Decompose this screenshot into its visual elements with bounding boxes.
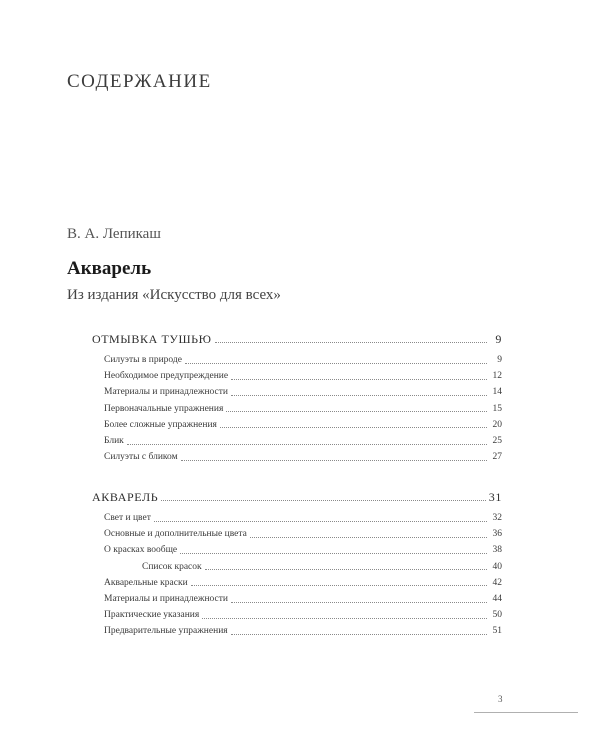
dot-leader (181, 460, 487, 461)
toc-entry-title: Первоначальные упражнения (104, 403, 224, 414)
toc-entry-title: Материалы и принадлежности (104, 593, 228, 604)
dot-leader (191, 585, 487, 586)
toc-entry-title: Необходимое предупреждение (104, 371, 229, 382)
toc-entry[interactable] (92, 607, 502, 623)
dot-leader (231, 379, 487, 380)
toc-entry[interactable] (92, 368, 502, 384)
toc-section (92, 331, 502, 465)
toc-entry-title: Силуэты с бликом (104, 452, 178, 463)
toc-entry[interactable] (92, 591, 502, 607)
toc-section-heading[interactable] (92, 489, 502, 506)
dot-leader (231, 634, 487, 635)
toc-page-number: 27 (492, 452, 502, 463)
toc-section (92, 489, 502, 640)
toc-entry-title: Свет и цвет (104, 513, 151, 523)
toc-page-number: 9 (495, 332, 502, 346)
toc-entry-title: Более сложные упражнения (104, 419, 217, 430)
footer-rule (474, 712, 578, 713)
toc-page-number: 32 (492, 513, 502, 523)
page-number: 3 (498, 694, 503, 704)
toc-entry[interactable] (92, 575, 502, 591)
toc-page-number: 14 (492, 387, 502, 398)
toc-page-number: 15 (492, 403, 502, 414)
toc-entry[interactable] (92, 401, 502, 417)
page-heading: СОДЕРЖАНИЕ (67, 71, 212, 92)
toc-entry-title: О красках вообще (104, 545, 178, 556)
dot-leader (231, 395, 487, 396)
toc-page-number: 42 (492, 577, 502, 588)
toc-entry-title: Силуэты в природе (104, 355, 182, 365)
toc-entry[interactable] (92, 433, 502, 449)
dot-leader (250, 537, 487, 538)
dot-leader (215, 342, 487, 343)
dot-leader (220, 427, 487, 428)
toc-entry-title: Материалы и принадлежности (104, 387, 228, 398)
dot-leader (127, 444, 487, 445)
toc-entry-title: Предварительные упражнения (104, 626, 228, 637)
author-name: В. А. Лепикаш (67, 226, 161, 242)
toc-entry[interactable] (92, 542, 502, 558)
toc-entry[interactable] (92, 623, 502, 639)
book-source: Из издания «Искусство для всех» (67, 287, 281, 303)
toc-page-number: 9 (497, 355, 502, 365)
dot-leader (180, 553, 487, 554)
dot-leader (161, 500, 486, 501)
dot-leader (231, 602, 487, 603)
toc-page-number: 25 (492, 435, 502, 446)
toc-page-number: 38 (492, 545, 502, 556)
toc-page-number: 44 (492, 593, 502, 604)
toc-subentry[interactable] (92, 559, 502, 575)
toc-page-number: 51 (492, 626, 502, 637)
toc-section-heading[interactable] (92, 331, 502, 348)
toc-page-number: 31 (488, 490, 502, 504)
toc-section-title: ОТМЫВКА ТУШЬЮ (92, 332, 212, 346)
toc-entry[interactable] (92, 449, 502, 465)
dot-leader (205, 569, 487, 570)
dot-leader (226, 411, 487, 412)
toc-entry-title: Практические указания (104, 610, 200, 621)
toc-page-number: 12 (492, 371, 502, 382)
toc-page-number: 50 (492, 610, 502, 621)
toc-section-title: АКВАРЕЛЬ (92, 490, 159, 504)
toc-entry-title: Список красок (142, 561, 202, 572)
toc-page-number: 40 (492, 561, 502, 572)
toc-entry-title: Основные и дополнительные цвета (104, 529, 247, 540)
toc-entry[interactable] (92, 384, 502, 400)
toc-entry-title: Акварельные краски (104, 577, 188, 588)
toc-entry[interactable] (92, 352, 502, 368)
toc-page-number: 20 (492, 419, 502, 430)
toc-entry-title: Блик (104, 435, 124, 446)
book-title: Акварель (67, 258, 152, 279)
toc-entry[interactable] (92, 510, 502, 526)
dot-leader (202, 618, 487, 619)
dot-leader (185, 363, 487, 364)
toc-page-number: 36 (492, 529, 502, 540)
toc-entry[interactable] (92, 526, 502, 542)
toc-entry[interactable] (92, 417, 502, 433)
dot-leader (154, 521, 487, 522)
